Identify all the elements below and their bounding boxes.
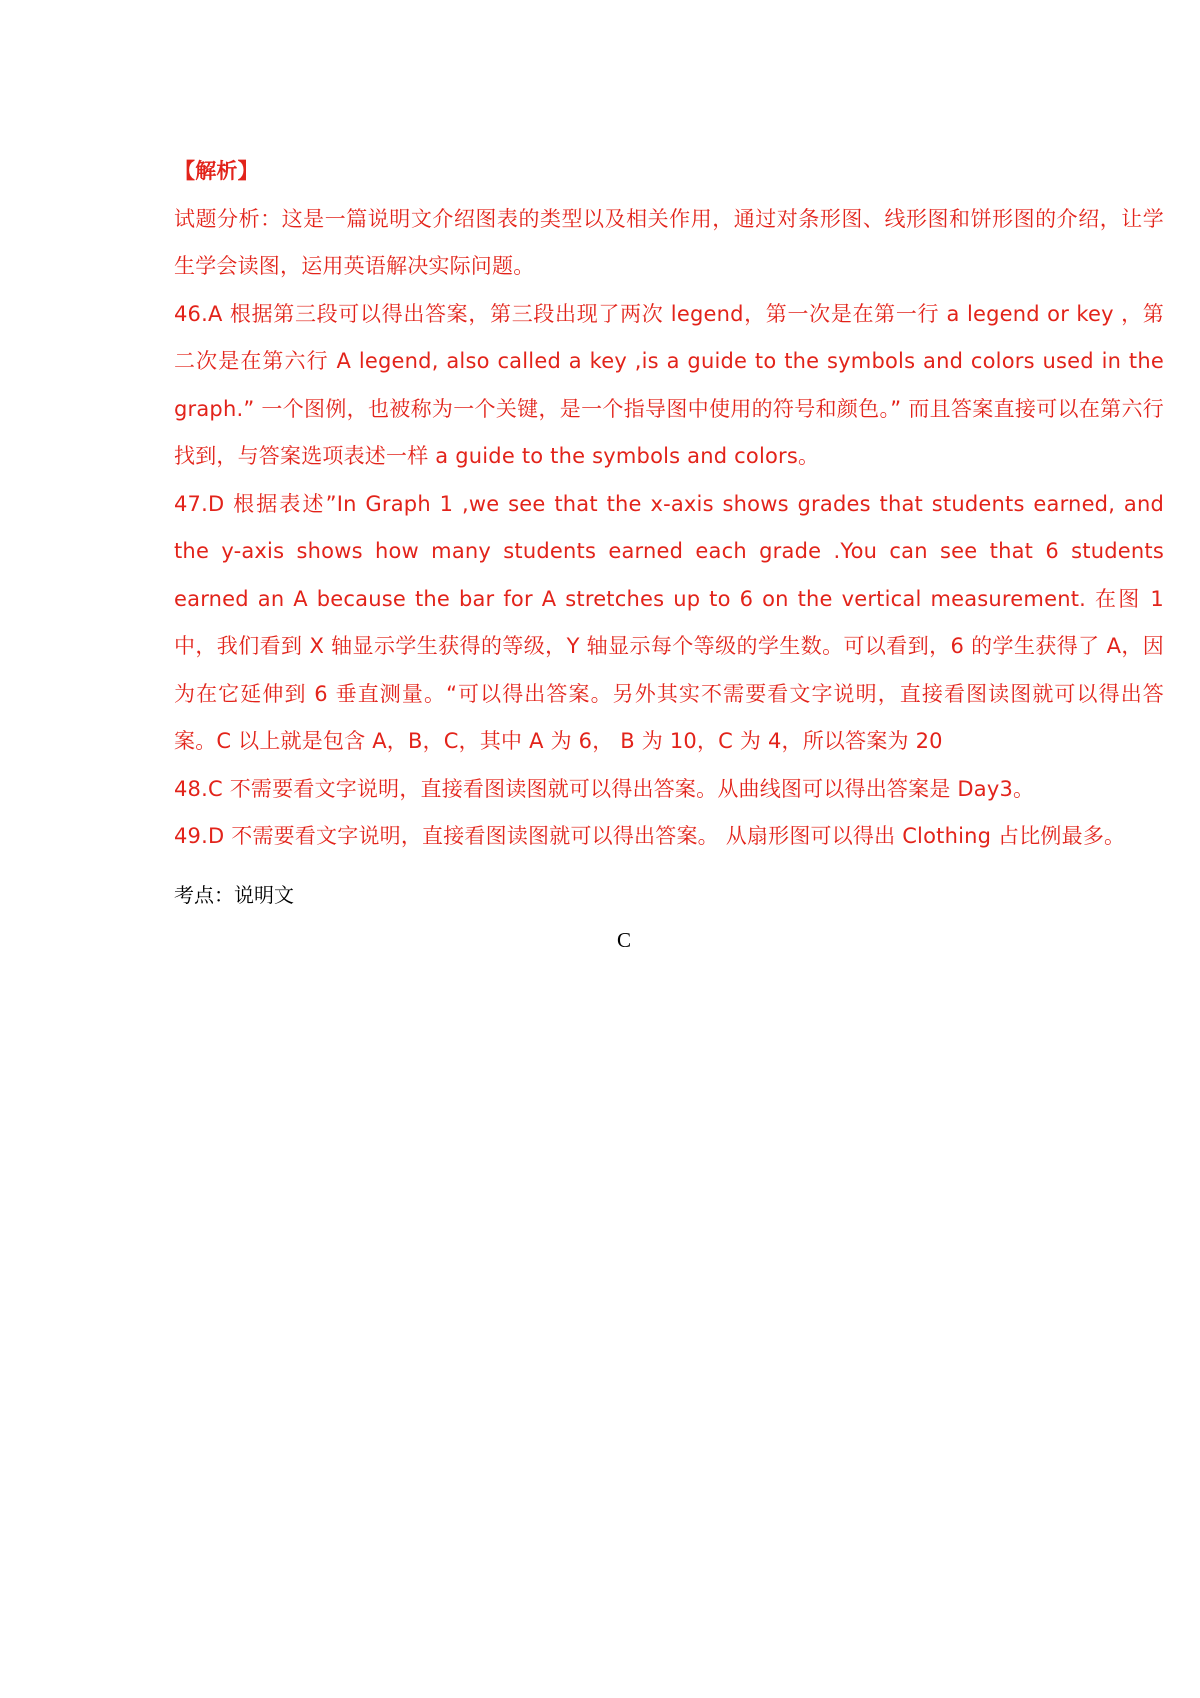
analysis-section (174, 148, 1164, 861)
analysis-heading: 【解析】 (174, 159, 259, 183)
answer-letter: C (616, 928, 631, 952)
analysis-intro: 试题分析：这是一篇说明文介绍图表的类型以及相关作用，通过对条形图、线形图和饼形图的介绍，让学生学会读图，运用英语解决实际问题。 (174, 206, 1164, 278)
answer-47: 47.D 根据表述”In Graph 1 ,we see that the x-axis shows grades that students earned, and the y-axis shows how many students earned each grade .You can see that 6 students earned an A because the bar for A stretches up to 6 on the vertical measurement. 在图 1 中，我们看到 X 轴显示学生获得的等级，Y 轴显示每个等级的学生数。可以看到，6 的学生获得了 A，因为在它延伸到 6 垂直测量。“可以得出答案。另外其实不需要看文字说明，直接看图读图就可以得出答案。C 以上就是包含 A，B，C，其中 A 为 6， B 为 10，C 为 4，所以答案为 20 (174, 491, 1164, 753)
answer-48: 48.C 不需要看文字说明，直接看图读图就可以得出答案。从曲线图可以得出答案是 Day3。 (174, 776, 1035, 801)
exam-point: 考点：说明文 (174, 883, 294, 907)
answer-46: 46.A 根据第三段可以得出答案，第三段出现了两次 legend，第一次是在第一行 a legend or key ，第二次是在第六行 A legend, also called a key ,is a guide to the symbols and colors used in the graph.” 一个图例，也被称为一个关键，是一个指导图中使用的符号和颜色。” 而且答案直接可以在第六行找到，与答案选项表述一样 a guide to the symbols and colors。 (174, 301, 1164, 468)
answer-49: 49.D 不需要看文字说明，直接看图读图就可以得出答案。 从扇形图可以得出 Clothing 占比例最多。 (174, 824, 1126, 848)
